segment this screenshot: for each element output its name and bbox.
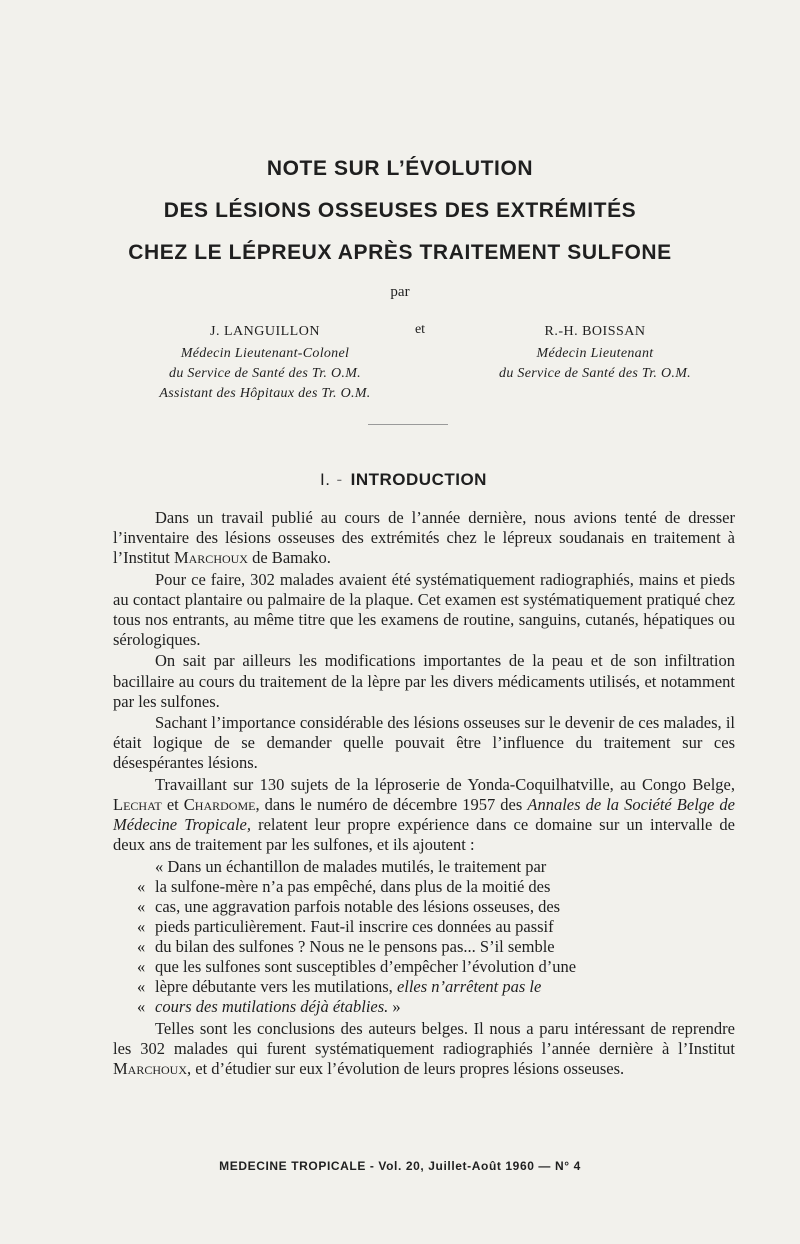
title-line-1: NOTE SUR L’ÉVOLUTION	[266, 157, 534, 180]
quote-line	[137, 977, 735, 997]
author-role: du Service de Santé des Tr. O.M.	[169, 366, 361, 381]
paragraph-text: , et d’étudier sur eux l’évolution de leurs propres lésions osseuses.	[187, 1058, 625, 1078]
journal-footer: MEDECINE TROPICALE - Vol. 20, Juillet-Août 1960 — N° 4	[219, 1159, 581, 1173]
section-title: INTRODUCTION	[350, 470, 487, 489]
paragraph-1	[113, 508, 735, 568]
paragraph-6	[113, 1019, 735, 1079]
quote-text: cas, une aggravation parfois notable des lésions osseuses, des	[155, 896, 561, 916]
quote-mark: «	[137, 997, 146, 1017]
quote-mark: «	[137, 977, 146, 997]
institute-name: Marchoux	[173, 548, 248, 568]
paragraph-5	[113, 775, 735, 855]
title-line-3: CHEZ LE LÉPREUX APRÈS TRAITEMENT SULFONE	[128, 241, 672, 264]
title-line-2: DES LÉSIONS OSSEUSES DES EXTRÉMITÉS	[163, 199, 637, 222]
paragraph-3: On sait par ailleurs les modifications importantes de la peau et de son infiltration bacillaire au cours du traitement de la lèpre par les divers médicaments utilisés, et notamment par les sulfones.	[113, 651, 735, 711]
quote-text: que les sulfones sont susceptibles d’empêcher l’évolution d’une	[155, 957, 577, 977]
author-role: Médecin Lieutenant	[536, 346, 654, 361]
quote-mark: «	[137, 957, 146, 977]
block-quote	[113, 857, 735, 1018]
author-name: J. LANGUILLON	[210, 324, 320, 339]
paragraph-4: Sachant l’importance considérable des lésions osseuses sur le devenir de ces malades, il était logique de se demander quelle pouvait être l’influence du traitement sur ces désespérantes lésions.	[113, 713, 735, 773]
journal-title: Annales de la Société Belge de Médecine Tropicale,	[113, 794, 736, 834]
author-languillon	[100, 322, 430, 404]
author-role: du Service de Santé des Tr. O.M.	[499, 366, 691, 381]
section-dash: -	[336, 470, 343, 489]
author-ref-chardome: Chardome	[183, 794, 256, 814]
quote-text: la sulfone-mère n’a pas empêché, dans plus de la moitié des	[155, 876, 551, 896]
institute-name: Marchoux	[113, 1058, 188, 1078]
quote-text: du bilan des sulfones ? Nous ne le pensons pas... S’il semble	[155, 936, 555, 956]
quote-line	[137, 997, 735, 1017]
paragraph-text: Travaillant sur 130 sujets de la léproserie de Yonda-Coquilhatville, au Congo Belge,	[155, 774, 735, 794]
quote-text: pieds particulièrement. Faut-il inscrire ces données au passif	[155, 916, 554, 936]
author-role: Assistant des Hôpitaux des Tr. O.M.	[159, 386, 371, 401]
author-name: R.-H. BOISSAN	[544, 324, 646, 339]
quote-line	[137, 957, 735, 977]
quote-mark: «	[137, 936, 146, 956]
section-number: I.	[320, 470, 331, 489]
paragraph-text: de Bamako.	[252, 548, 331, 568]
quote-emphasis: cours des mutilations déjà établies.	[155, 997, 389, 1017]
quote-close-mark: »	[392, 997, 401, 1017]
section-heading	[320, 470, 560, 490]
quote-mark: «	[137, 916, 146, 936]
paragraph-text: relatent leur propre expérience dans ce domaine sur un intervalle de deux ans de traitement par les sulfones, et ils ajoutent :	[113, 814, 736, 855]
quote-mark: «	[137, 896, 146, 916]
quote-text: « Dans un échantillon de malades mutilés, le traitement par	[155, 856, 547, 876]
paragraph-text: et	[166, 794, 179, 814]
quote-mark: «	[137, 876, 146, 896]
quote-line	[137, 916, 735, 937]
author-ref-lechat: Lechat	[113, 794, 162, 814]
quote-line	[137, 896, 735, 917]
author-conjunction: et	[414, 322, 426, 337]
paragraph-text: Telles sont les conclusions des auteurs belges. Il nous a paru intéressant de reprendre les 302 malades qui furent systématiquement radiographiés l’année dernière à l’Institut	[113, 1018, 735, 1058]
paragraph-text: , dans le numéro de décembre 1957 des	[255, 794, 523, 814]
paragraph-text: Dans un travail publié au cours de l’année dernière, nous avions tenté de dresser l’inventaire des lésions osseuses des extrémités chez le lépreux soudanais en traitement à l’Institut	[113, 508, 735, 568]
quote-line	[137, 876, 735, 897]
author-boissan	[430, 322, 760, 384]
quote-emphasis: elles n’arrêtent pas le	[396, 977, 542, 997]
article-body	[113, 508, 735, 1080]
quote-line	[137, 936, 735, 957]
quote-text: lèpre débutante vers les mutilations,	[155, 977, 393, 997]
section-divider	[368, 424, 448, 425]
paragraph-2: Pour ce faire, 302 malades avaient été systématiquement radiographiés, mains et pieds au contact plantaire ou palmaire de la plaque. Cet examen est systématiquement pratiqué chez tous nos entrants, au même titre que les examens de routine, sanguins, cutanés, hépatiques ou sérologiques.	[113, 569, 735, 649]
author-role: Médecin Lieutenant-Colonel	[180, 346, 350, 361]
by-label: par	[390, 284, 410, 300]
quote-line	[155, 857, 735, 877]
